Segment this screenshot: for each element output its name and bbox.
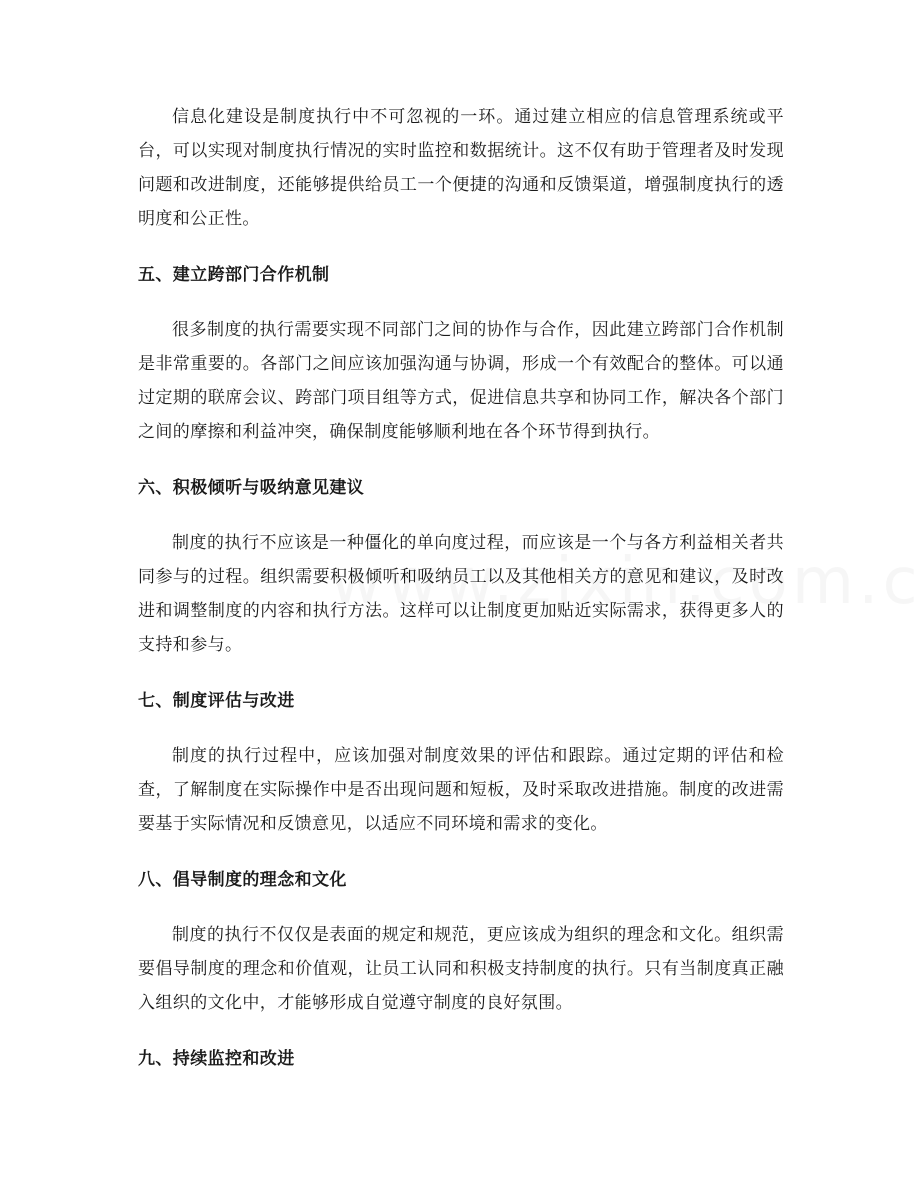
heading-section-6: 六、积极倾听与吸纳意见建议 xyxy=(138,478,365,498)
paragraph-informatization: 信息化建设是制度执行中不可忽视的一环。通过建立相应的信息管理系统或平台，可以实现对制度执行情况的实时监控和数据统计。这不仅有助于管理者及时发现问题和改进制度，还能够提供给员工一个便捷的沟通和反馈渠道，增强制度执行的透明度和公正性。 xyxy=(138,107,784,229)
paragraph-cross-department: 很多制度的执行需要实现不同部门之间的协作与合作，因此建立跨部门合作机制是非常重要的。各部门之间应该加强沟通与协调，形成一个有效配合的整体。可以通过定期的联席会议、跨部门项目组等方式，促进信息共享和协同工作，解决各个部门之间的摩擦和利益冲突，确保制度能够顺利地在各个环节得到执行。 xyxy=(138,320,784,442)
heading-section-7: 七、制度评估与改进 xyxy=(138,691,295,711)
heading-section-9: 九、持续监控和改进 xyxy=(138,1049,295,1069)
paragraph-culture: 制度的执行不仅仅是表面的规定和规范，更应该成为组织的理念和文化。组织需要倡导制度的理念和价值观，让员工认同和积极支持制度的执行。只有当制度真正融入组织的文化中，才能够形成自觉遵守制度的良好氛围。 xyxy=(138,925,784,1013)
paragraph-listen-feedback: 制度的执行不应该是一种僵化的单向度过程，而应该是一个与各方利益相关者共同参与的过程。组织需要积极倾听和吸纳员工以及其他相关方的意见和建议，及时改进和调整制度的内容和执行方法。这样可以让制度更加贴近实际需求，获得更多人的支持和参与。 xyxy=(138,533,784,655)
heading-section-5: 五、建立跨部门合作机制 xyxy=(138,265,330,285)
document-page xyxy=(138,100,784,1097)
heading-section-8: 八、倡导制度的理念和文化 xyxy=(138,870,347,890)
paragraph-evaluation: 制度的执行过程中，应该加强对制度效果的评估和跟踪。通过定期的评估和检查，了解制度在实际操作中是否出现问题和短板，及时采取改进措施。制度的改进需要基于实际情况和反馈意见，以适应不同环境和需求的变化。 xyxy=(138,746,784,834)
